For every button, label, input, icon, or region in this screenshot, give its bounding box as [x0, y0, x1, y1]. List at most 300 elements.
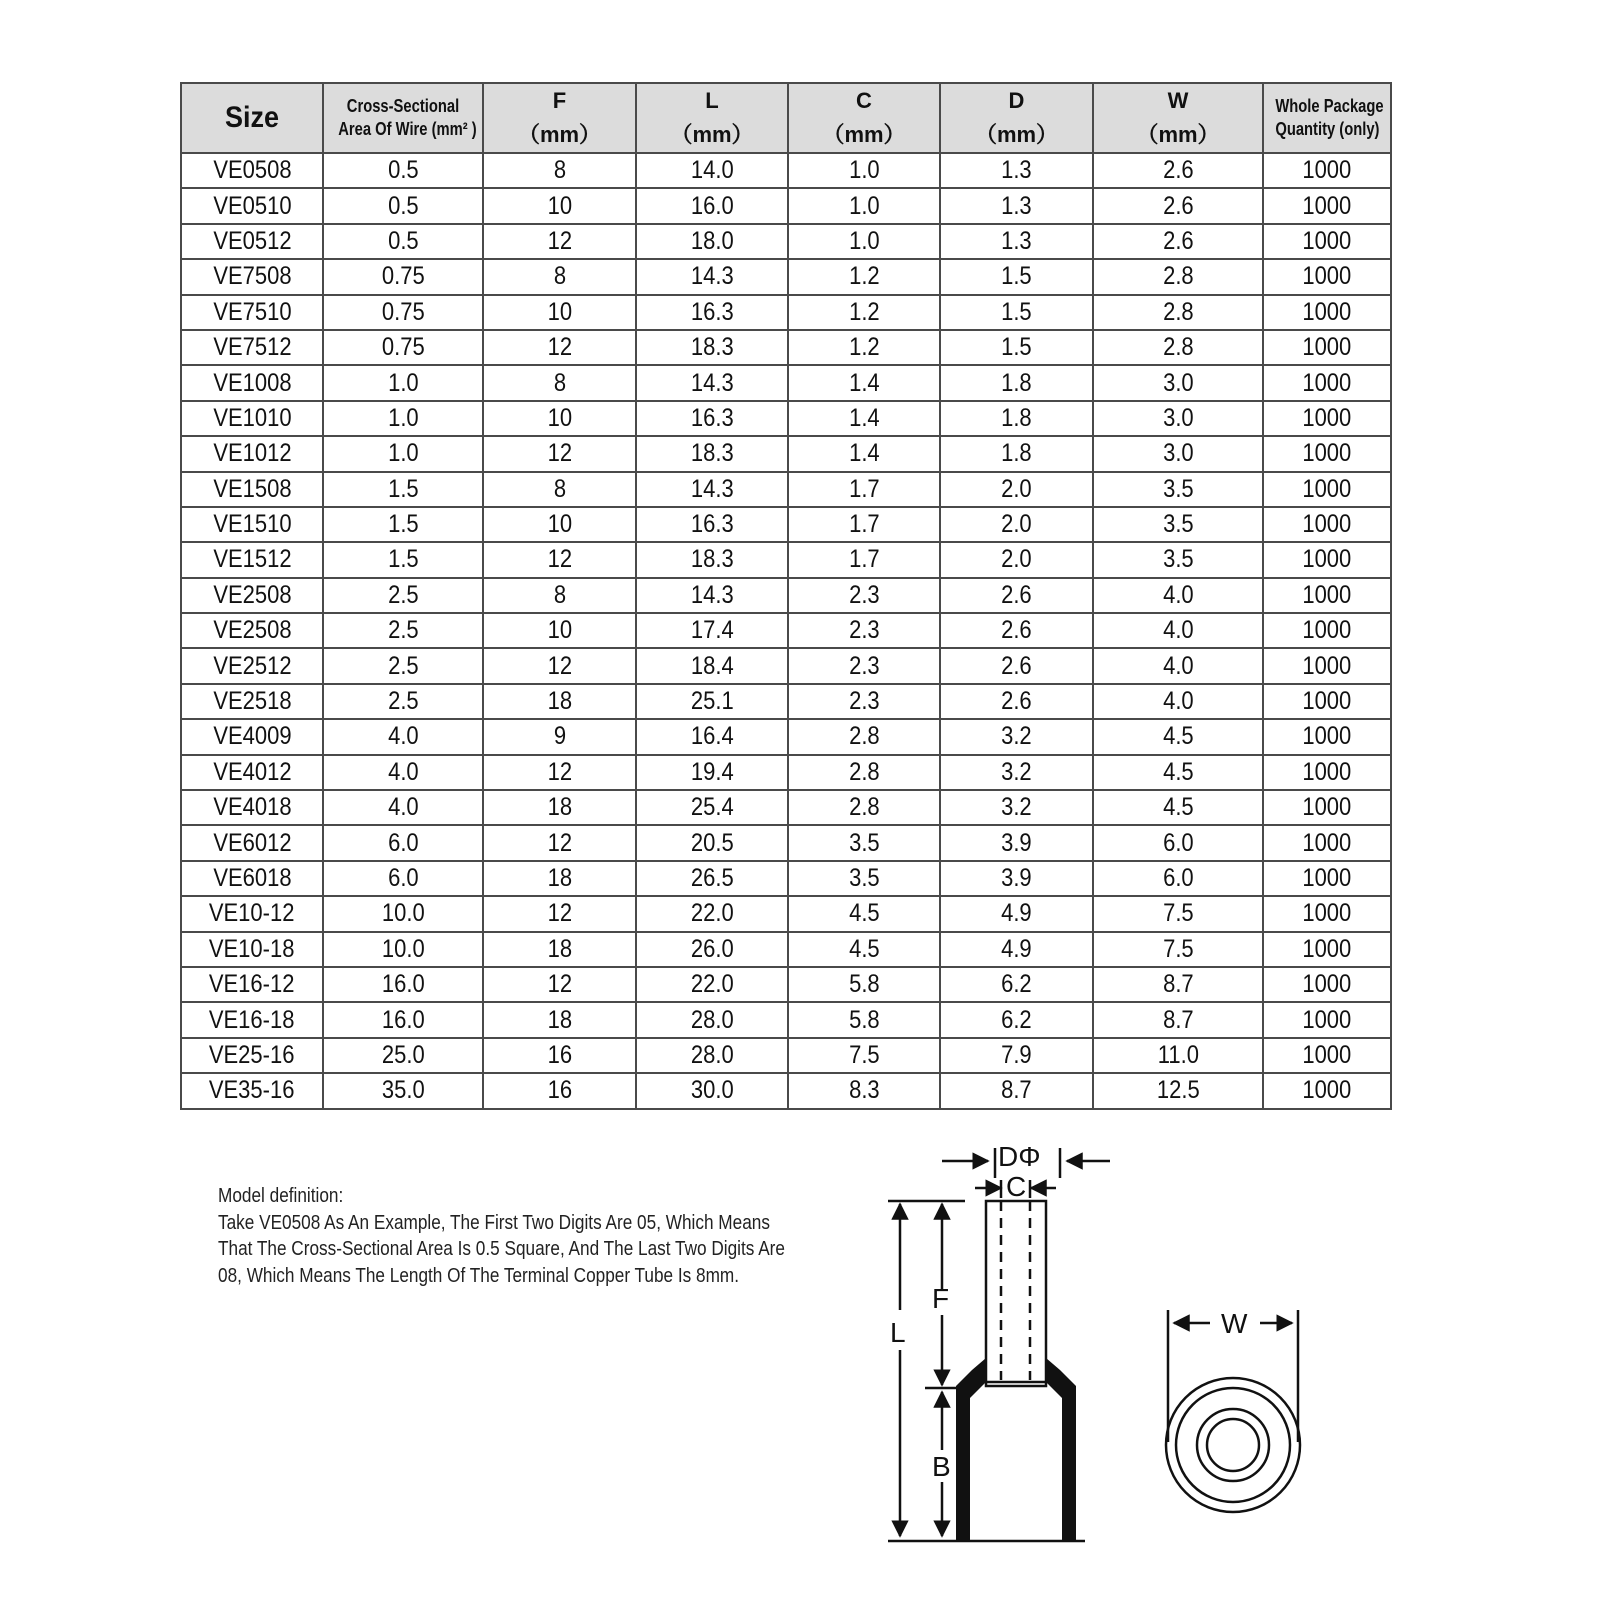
cell-size-value: VE2508: [212, 616, 292, 645]
cell-l: [636, 790, 788, 825]
cell-l-value: 19.4: [690, 757, 734, 786]
cell-w-value: 2.8: [1162, 297, 1194, 326]
cell-quantity: [1263, 188, 1391, 223]
cell-d: [940, 790, 1093, 825]
cell-area: [323, 578, 483, 613]
cell-f: [483, 861, 636, 896]
cell-d: [940, 684, 1093, 719]
cell-c: [788, 365, 940, 400]
table-row: [181, 295, 1391, 330]
cell-c: [788, 790, 940, 825]
cell-w-value: 3.5: [1162, 474, 1194, 503]
cell-l: [636, 330, 788, 365]
cell-w: [1093, 436, 1263, 471]
cell-c-value: 7.5: [848, 1040, 880, 1069]
cell-d: [940, 472, 1093, 507]
header-quantity-line1: Whole Package: [1275, 96, 1384, 116]
cell-f: [483, 932, 636, 967]
cell-l: [636, 719, 788, 754]
cell-d-value: 1.5: [1001, 262, 1032, 291]
cell-c: [788, 259, 940, 294]
cell-l: [636, 684, 788, 719]
cell-area-value: 0.75: [381, 262, 425, 291]
cell-area-value: 0.5: [387, 156, 419, 185]
cell-w: [1093, 825, 1263, 860]
cell-d-value: 1.3: [1001, 191, 1032, 220]
cell-c-value: 1.2: [848, 297, 880, 326]
table-row: [181, 330, 1391, 365]
cell-c-value: 1.4: [848, 439, 880, 468]
cell-size: [181, 755, 323, 790]
table-row: [181, 755, 1391, 790]
header-f: [483, 83, 636, 153]
cell-area-value: 4.0: [387, 757, 419, 786]
label-w: W: [1221, 1308, 1248, 1339]
table-row: [181, 153, 1391, 188]
table-row: [181, 224, 1391, 259]
cell-d: [940, 896, 1093, 931]
cell-size-value: VE10-18: [209, 934, 295, 963]
table-row: [181, 648, 1391, 683]
copper-tube: [986, 1201, 1046, 1386]
cell-quantity: [1263, 613, 1391, 648]
cell-w: [1093, 684, 1263, 719]
cell-d: [940, 295, 1093, 330]
cell-l: [636, 472, 788, 507]
cell-l-value: 25.1: [690, 687, 734, 716]
cell-d: [940, 542, 1093, 577]
cell-l: [636, 507, 788, 542]
header-f-label: F: [552, 88, 567, 113]
cell-l-value: 18.3: [690, 333, 734, 362]
cell-size: [181, 861, 323, 896]
cell-l-value: 14.3: [690, 262, 734, 291]
table-row: [181, 542, 1391, 577]
cell-size: [181, 932, 323, 967]
cell-d-value: 2.0: [1001, 474, 1032, 503]
table-row: [181, 401, 1391, 436]
cell-area-value: 0.75: [381, 297, 425, 326]
table-row: [181, 436, 1391, 471]
cell-quantity-value: 1000: [1302, 333, 1352, 362]
cell-area: [323, 613, 483, 648]
cell-f: [483, 365, 636, 400]
cell-size-value: VE6012: [212, 828, 292, 857]
cell-quantity-value: 1000: [1302, 510, 1352, 539]
cell-size-value: VE1512: [212, 545, 292, 574]
cell-f: [483, 436, 636, 471]
header-w: [1093, 83, 1263, 153]
end-outer-ring: [1166, 1378, 1300, 1512]
table-row: [181, 719, 1391, 754]
cell-f: [483, 648, 636, 683]
cell-w: [1093, 153, 1263, 188]
cell-l-value: 22.0: [690, 970, 734, 999]
label-c: C: [1006, 1171, 1027, 1202]
cell-size-value: VE2508: [212, 580, 292, 609]
cell-c: [788, 578, 940, 613]
cell-w: [1093, 188, 1263, 223]
cell-size: [181, 578, 323, 613]
cell-d-value: 2.6: [1001, 651, 1032, 680]
cell-w: [1093, 542, 1263, 577]
cell-l-value: 20.5: [690, 828, 734, 857]
cell-quantity-value: 1000: [1302, 828, 1352, 857]
end-sleeve-ring: [1176, 1388, 1290, 1502]
cell-d-value: 6.2: [1001, 1005, 1032, 1034]
cell-c: [788, 648, 940, 683]
cell-area: [323, 896, 483, 931]
cell-quantity-value: 1000: [1302, 439, 1352, 468]
cell-size-value: VE4009: [212, 722, 292, 751]
cell-quantity: [1263, 224, 1391, 259]
cell-f-value: 12: [547, 899, 572, 928]
table-header: [181, 83, 1391, 153]
cell-c: [788, 684, 940, 719]
cell-l: [636, 896, 788, 931]
table-row: [181, 472, 1391, 507]
cell-area: [323, 684, 483, 719]
header-l-label: L: [705, 88, 719, 113]
cell-d: [940, 825, 1093, 860]
cell-area: [323, 436, 483, 471]
cell-l-value: 16.4: [690, 722, 734, 751]
cell-d: [940, 967, 1093, 1002]
cell-size-value: VE6018: [212, 864, 292, 892]
cell-f: [483, 790, 636, 825]
cell-quantity-value: 1000: [1302, 226, 1352, 255]
cell-size: [181, 188, 323, 223]
cell-quantity: [1263, 967, 1391, 1002]
header-d: [940, 83, 1093, 153]
cell-c-value: 3.5: [848, 864, 880, 892]
cell-area: [323, 648, 483, 683]
cell-d-value: 7.9: [1001, 1040, 1032, 1069]
cell-quantity-value: 1000: [1302, 970, 1352, 999]
cell-d: [940, 436, 1093, 471]
cell-c-value: 1.4: [848, 403, 880, 432]
cell-w: [1093, 648, 1263, 683]
cell-w: [1093, 1073, 1263, 1108]
cell-quantity: [1263, 472, 1391, 507]
cell-l: [636, 259, 788, 294]
cell-l: [636, 578, 788, 613]
insulation-sleeve-left: [956, 1358, 986, 1541]
cell-size-value: VE7508: [212, 262, 292, 291]
cell-f-value: 18: [547, 934, 572, 963]
cell-area: [323, 932, 483, 967]
table-row: [181, 861, 1391, 896]
cell-quantity: [1263, 719, 1391, 754]
cell-f: [483, 259, 636, 294]
table-row: [181, 825, 1391, 860]
cell-c: [788, 188, 940, 223]
cell-c: [788, 896, 940, 931]
cell-area-value: 16.0: [381, 970, 425, 999]
cell-w: [1093, 932, 1263, 967]
cell-f-value: 10: [547, 297, 572, 326]
cell-c: [788, 861, 940, 896]
header-c-label: C: [856, 88, 872, 113]
cell-area: [323, 153, 483, 188]
cell-c: [788, 932, 940, 967]
cell-c-value: 1.2: [848, 333, 880, 362]
cell-f: [483, 507, 636, 542]
header-area: [323, 83, 483, 153]
cell-size-value: VE1510: [212, 510, 292, 539]
cell-size: [181, 436, 323, 471]
cell-d-value: 3.2: [1001, 757, 1032, 786]
cell-l-value: 28.0: [690, 1040, 734, 1069]
header-c: [788, 83, 940, 153]
cell-d-value: 2.0: [1001, 510, 1032, 539]
cell-quantity: [1263, 436, 1391, 471]
cell-f-value: 8: [553, 474, 566, 503]
cell-l-value: 14.3: [690, 474, 734, 503]
cell-f-value: 18: [547, 1005, 572, 1034]
cell-size-value: VE4018: [212, 793, 292, 822]
cell-quantity-value: 1000: [1302, 580, 1352, 609]
cell-quantity: [1263, 1002, 1391, 1037]
label-f: F: [932, 1283, 950, 1314]
cell-f: [483, 472, 636, 507]
cell-w: [1093, 224, 1263, 259]
cell-c-value: 4.5: [848, 934, 880, 963]
cell-area: [323, 719, 483, 754]
cell-l-value: 26.5: [690, 864, 734, 892]
cell-area-value: 10.0: [381, 899, 425, 928]
cell-quantity: [1263, 790, 1391, 825]
cell-w-value: 3.0: [1162, 368, 1194, 397]
cell-quantity: [1263, 861, 1391, 896]
cell-area-value: 2.5: [387, 580, 419, 609]
cell-size-value: VE0508: [212, 156, 292, 185]
cell-l-value: 22.0: [690, 899, 734, 928]
header-l-unit: （mm）: [670, 122, 754, 147]
cell-d: [940, 507, 1093, 542]
cell-size: [181, 542, 323, 577]
cell-f: [483, 967, 636, 1002]
cell-quantity: [1263, 401, 1391, 436]
cell-l: [636, 825, 788, 860]
cell-area: [323, 967, 483, 1002]
cell-area: [323, 330, 483, 365]
cell-quantity-value: 1000: [1302, 368, 1352, 397]
cell-f-value: 16: [547, 1040, 572, 1069]
cell-d-value: 3.2: [1001, 722, 1032, 751]
table-body: [181, 153, 1391, 1109]
cell-quantity-value: 1000: [1302, 156, 1352, 185]
cell-size: [181, 365, 323, 400]
cell-quantity-value: 1000: [1302, 262, 1352, 291]
cell-area: [323, 861, 483, 896]
cell-d-value: 2.6: [1001, 580, 1032, 609]
cell-w-value: 4.5: [1162, 757, 1194, 786]
cell-f-value: 12: [547, 757, 572, 786]
cell-c-value: 1.4: [848, 368, 880, 397]
cell-l: [636, 967, 788, 1002]
cell-l: [636, 224, 788, 259]
cell-area: [323, 1038, 483, 1073]
cell-size: [181, 259, 323, 294]
table-row: [181, 507, 1391, 542]
cell-size: [181, 224, 323, 259]
cell-w-value: 3.0: [1162, 403, 1194, 432]
cell-w: [1093, 365, 1263, 400]
cell-f: [483, 542, 636, 577]
ferrule-spec-table: [180, 82, 1392, 1110]
cell-quantity-value: 1000: [1302, 403, 1352, 432]
table-row: [181, 896, 1391, 931]
header-size-label: Size: [224, 101, 280, 134]
cell-area-value: 10.0: [381, 934, 425, 963]
cell-c-value: 2.3: [848, 651, 880, 680]
cell-area: [323, 825, 483, 860]
cell-l-value: 17.4: [690, 616, 734, 645]
cell-l-value: 16.3: [690, 403, 734, 432]
cell-c-value: 1.7: [848, 545, 880, 574]
cell-w-value: 4.0: [1162, 616, 1194, 645]
cell-l-value: 26.0: [690, 934, 734, 963]
cell-d-value: 2.6: [1001, 616, 1032, 645]
cell-c-value: 1.0: [848, 226, 880, 255]
cell-f: [483, 401, 636, 436]
header-w-unit: （mm）: [1136, 122, 1220, 147]
cell-w: [1093, 861, 1263, 896]
cell-f-value: 12: [547, 651, 572, 680]
cell-quantity-value: 1000: [1302, 545, 1352, 574]
cell-size: [181, 507, 323, 542]
cell-area: [323, 188, 483, 223]
cell-c-value: 3.5: [848, 828, 880, 857]
model-definition-line: Take VE0508 As An Example, The First Two Digits Are 05, Which Means: [218, 1211, 770, 1234]
table-row: [181, 790, 1391, 825]
cell-size: [181, 1038, 323, 1073]
cell-l-value: 25.4: [690, 793, 734, 822]
cell-c: [788, 153, 940, 188]
header-row: [181, 83, 1391, 153]
cell-l-value: 16.0: [690, 191, 734, 220]
table-row: [181, 259, 1391, 294]
cell-size: [181, 684, 323, 719]
cell-l-value: 18.3: [690, 545, 734, 574]
cell-f: [483, 1002, 636, 1037]
cell-l-value: 18.0: [690, 226, 734, 255]
cell-f: [483, 896, 636, 931]
cell-area: [323, 507, 483, 542]
cell-f-value: 18: [547, 687, 572, 716]
cell-f: [483, 719, 636, 754]
cell-area: [323, 259, 483, 294]
cell-f: [483, 188, 636, 223]
cell-c-value: 1.7: [848, 474, 880, 503]
cell-f-value: 8: [553, 262, 566, 291]
table-row: [181, 188, 1391, 223]
cell-area: [323, 755, 483, 790]
cell-c: [788, 1038, 940, 1073]
table-row: [181, 365, 1391, 400]
cell-d: [940, 861, 1093, 896]
cell-d: [940, 330, 1093, 365]
cell-quantity: [1263, 578, 1391, 613]
cell-c-value: 1.0: [848, 191, 880, 220]
cell-size-value: VE1508: [212, 474, 292, 503]
cell-area-value: 0.5: [387, 191, 419, 220]
cell-c: [788, 436, 940, 471]
cell-quantity: [1263, 330, 1391, 365]
cell-f-value: 8: [553, 580, 566, 609]
cell-d: [940, 719, 1093, 754]
table-row: [181, 613, 1391, 648]
cell-l: [636, 755, 788, 790]
cell-d: [940, 153, 1093, 188]
cell-c-value: 1.2: [848, 262, 880, 291]
cell-quantity: [1263, 542, 1391, 577]
cell-size-value: VE10-12: [209, 899, 295, 928]
cell-quantity: [1263, 1038, 1391, 1073]
cell-f: [483, 825, 636, 860]
table-row: [181, 684, 1391, 719]
cell-w-value: 7.5: [1162, 934, 1194, 963]
cell-d-value: 1.8: [1001, 368, 1032, 397]
cell-l: [636, 153, 788, 188]
cell-d: [940, 1038, 1093, 1073]
cell-l: [636, 295, 788, 330]
cell-size-value: VE25-16: [209, 1040, 295, 1069]
cell-quantity-value: 1000: [1302, 191, 1352, 220]
cell-area-value: 35.0: [381, 1076, 425, 1105]
cell-l: [636, 648, 788, 683]
cell-size-value: VE7510: [212, 297, 292, 326]
cell-quantity-value: 1000: [1302, 687, 1352, 716]
cell-w: [1093, 896, 1263, 931]
cell-d-value: 1.8: [1001, 403, 1032, 432]
cell-quantity: [1263, 295, 1391, 330]
cell-w-value: 2.6: [1162, 156, 1194, 185]
cell-w-value: 7.5: [1162, 899, 1194, 928]
cell-w: [1093, 755, 1263, 790]
cell-d: [940, 365, 1093, 400]
cell-area-value: 16.0: [381, 1005, 425, 1034]
cell-l: [636, 861, 788, 896]
cell-w-value: 2.6: [1162, 191, 1194, 220]
cell-w: [1093, 719, 1263, 754]
header-c-unit: （mm）: [822, 122, 906, 147]
insulation-sleeve-right: [1046, 1358, 1076, 1541]
cell-l-value: 28.0: [690, 1005, 734, 1034]
cell-f-value: 12: [547, 545, 572, 574]
cell-l-value: 18.3: [690, 439, 734, 468]
header-quantity-line2: Quantity (only): [1275, 119, 1380, 139]
cell-w: [1093, 967, 1263, 1002]
cell-f-value: 18: [547, 793, 572, 822]
cell-quantity-value: 1000: [1302, 651, 1352, 680]
cell-d: [940, 1073, 1093, 1108]
cell-d-value: 1.8: [1001, 439, 1032, 468]
cell-size: [181, 401, 323, 436]
cell-l-value: 14.3: [690, 580, 734, 609]
cell-area-value: 1.0: [387, 368, 419, 397]
cell-area-value: 25.0: [381, 1040, 425, 1069]
cell-d-value: 8.7: [1001, 1076, 1032, 1105]
cell-c: [788, 1002, 940, 1037]
cell-l: [636, 932, 788, 967]
cell-c-value: 2.3: [848, 616, 880, 645]
table-row: [181, 932, 1391, 967]
table-row: [181, 1038, 1391, 1073]
header-size: [181, 83, 323, 153]
cell-w: [1093, 1038, 1263, 1073]
